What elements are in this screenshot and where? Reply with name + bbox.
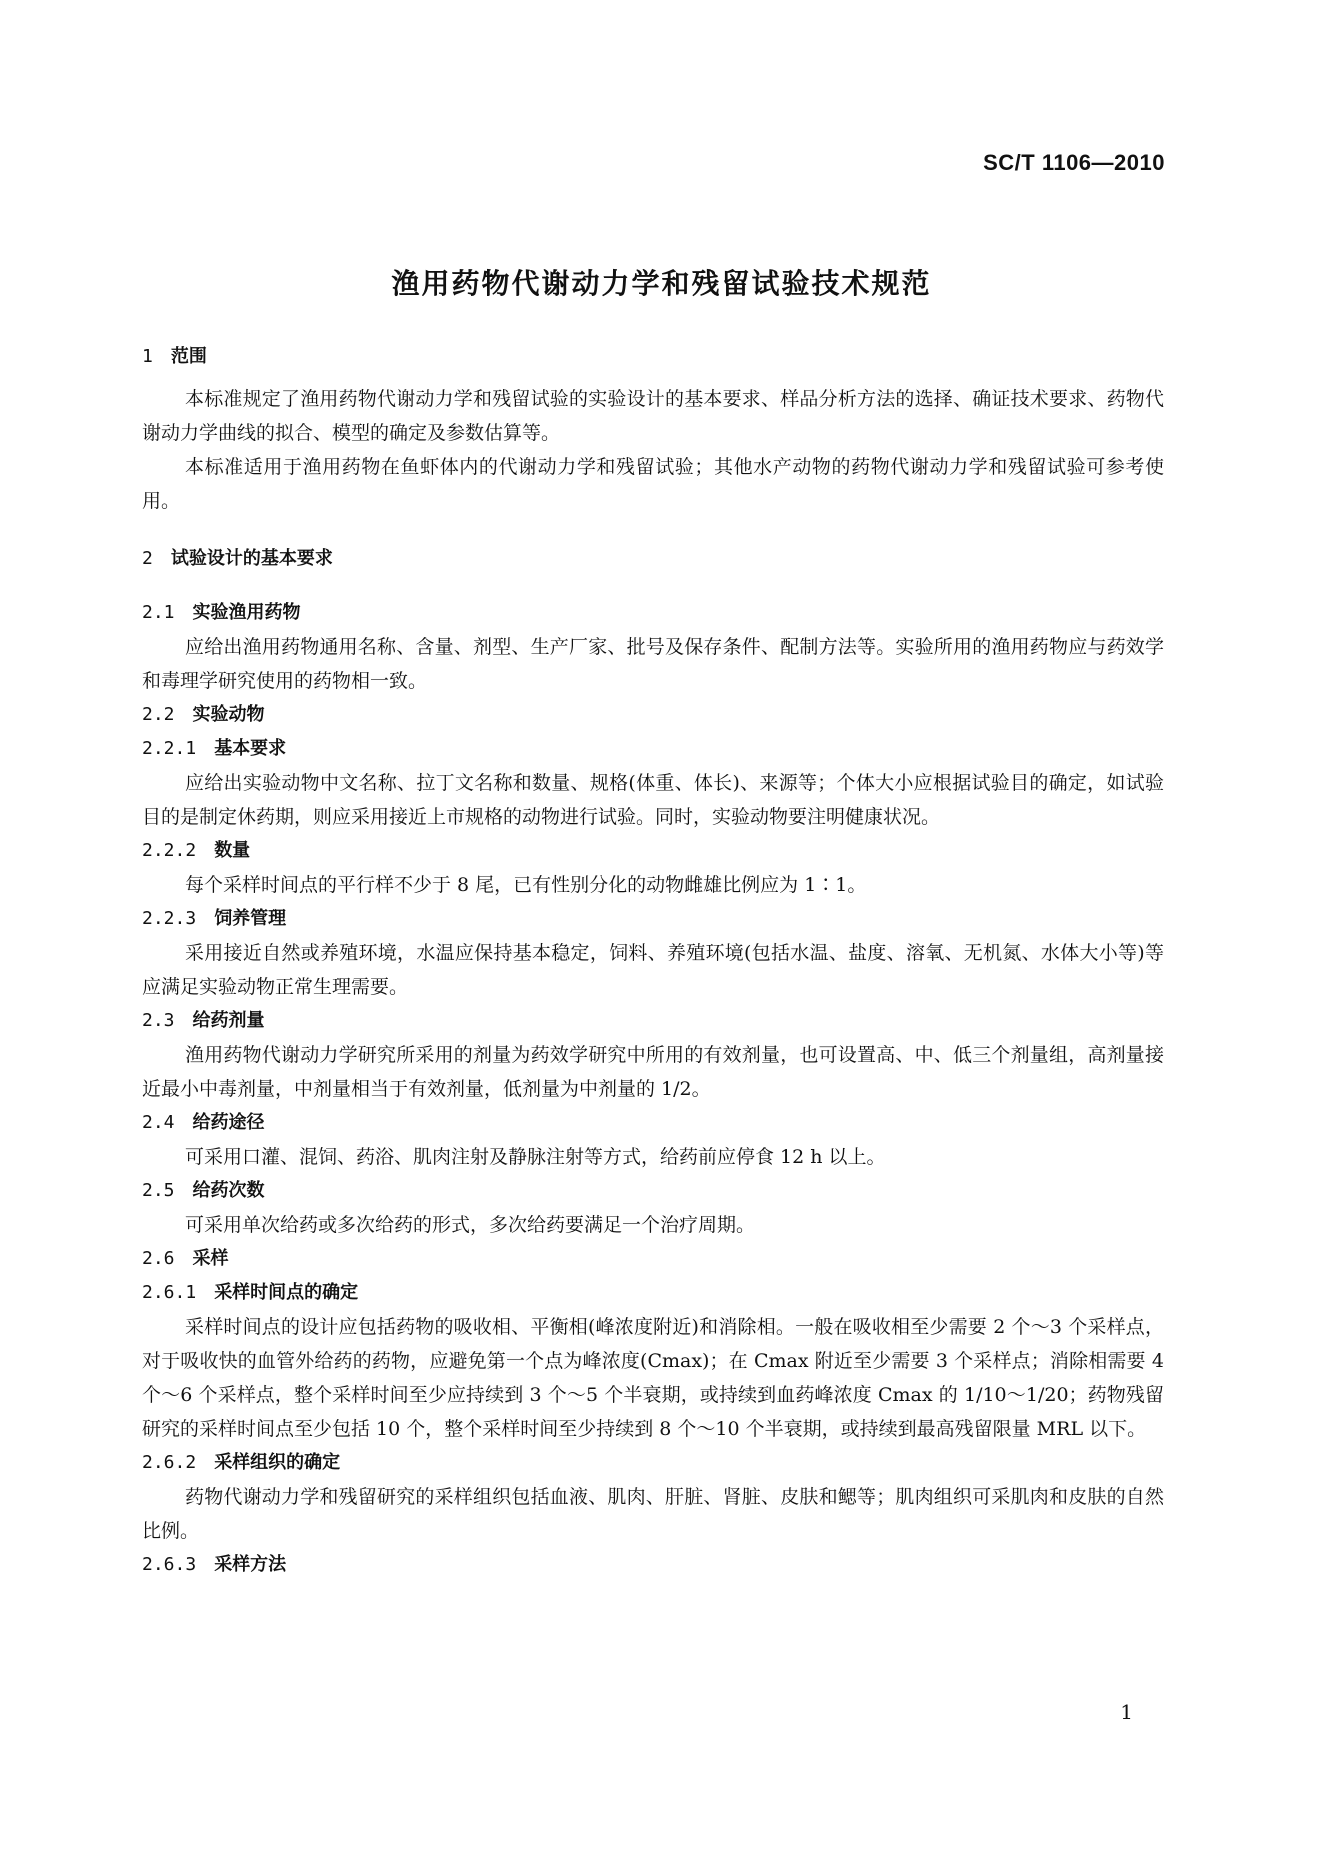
paragraph: 采样时间点的设计应包括药物的吸收相、平衡相(峰浓度附近)和消除相。一般在吸收相至少需要 2 个～3 个采样点，对于吸收快的血管外给药的药物，应避免第一个点为峰浓度(Cmax)；在 Cmax 附近至少需要 3 个采样点；消除相需要 4 个～6 个采样点，整个采样时间至少应持续到 3 个～5 个半衰期，或持续到血药峰浓度 Cmax 的 1/10～1/20；药物残留研究的采样时间点至少包括 10 个，整个采样时间至少持续到 8 个～10 个半衰期，或持续到最高残留限量 MRL 以下。 <box>142 1316 1164 1440</box>
section-number: 2.2 <box>142 704 175 725</box>
section-title: 实验渔用药物 <box>192 602 301 623</box>
section-title: 数量 <box>214 840 251 861</box>
section-title: 范围 <box>170 346 207 367</box>
section-number: 2.4 <box>142 1112 175 1133</box>
section-2-3-heading <box>142 1004 1164 1038</box>
paragraph: 应给出实验动物中文名称、拉丁文名称和数量、规格(体重、体长)、来源等；个体大小应根据试验目的确定，如试验目的是制定休药期，则应采用接近上市规格的动物进行试验。同时，实验动物要注明健康状况。 <box>142 772 1164 828</box>
section-number: 2.1 <box>142 602 175 623</box>
paragraph: 采用接近自然或养殖环境，水温应保持基本稳定，饲料、养殖环境(包括水温、盐度、溶氧、无机氮、水体大小等)等应满足实验动物正常生理需要。 <box>142 942 1164 998</box>
section-number: 2 <box>142 548 153 569</box>
section-2-6-1-heading <box>142 1276 1164 1310</box>
section-number: 2.5 <box>142 1180 175 1201</box>
section-title: 采样时间点的确定 <box>214 1282 359 1303</box>
section-title: 采样组织的确定 <box>214 1452 341 1473</box>
paragraph: 每个采样时间点的平行样不少于 8 尾，已有性别分化的动物雌雄比例应为 1∶1。 <box>185 874 867 896</box>
section-1-heading <box>142 340 1164 374</box>
section-2-2-heading <box>142 698 1164 732</box>
section-number: 2.2.1 <box>142 738 197 759</box>
document-title: 渔用药物代谢动力学和残留试验技术规范 <box>391 267 932 300</box>
section-title: 实验动物 <box>192 704 265 725</box>
section-title: 采样方法 <box>214 1554 287 1575</box>
page-number: 1 <box>1120 1700 1133 1724</box>
section-title: 试验设计的基本要求 <box>170 548 333 569</box>
paragraph: 药物代谢动力学和残留研究的采样组织包括血液、肌肉、肝脏、肾脏、皮肤和鳃等；肌肉组织可采肌肉和皮肤的自然比例。 <box>142 1486 1164 1542</box>
section-2-heading <box>142 542 1164 576</box>
section-number: 2.6.3 <box>142 1554 197 1575</box>
section-title: 基本要求 <box>214 738 287 759</box>
section-title: 采样 <box>192 1248 229 1269</box>
section-number: 2.2.2 <box>142 840 197 861</box>
paragraph: 本标准适用于渔用药物在鱼虾体内的代谢动力学和残留试验；其他水产动物的药物代谢动力学和残留试验可参考使用。 <box>142 456 1164 512</box>
section-number: 2.6.1 <box>142 1282 197 1303</box>
section-2-6-2-heading <box>142 1446 1164 1480</box>
section-2-6-3-heading <box>142 1548 1164 1582</box>
section-title: 给药途径 <box>192 1112 265 1133</box>
paragraph: 本标准规定了渔用药物代谢动力学和残留试验的实验设计的基本要求、样品分析方法的选择、确证技术要求、药物代谢动力学曲线的拟合、模型的确定及参数估算等。 <box>142 388 1164 444</box>
standard-code: SC/T 1106—2010 <box>983 150 1165 175</box>
section-number: 2.3 <box>142 1010 175 1031</box>
paragraph: 可采用口灌、混饲、药浴、肌肉注射及静脉注射等方式，给药前应停食 12 h 以上。 <box>185 1146 886 1168</box>
paragraph: 可采用单次给药或多次给药的形式，多次给药要满足一个治疗周期。 <box>185 1214 756 1236</box>
section-2-5-heading <box>142 1174 1164 1208</box>
paragraph: 应给出渔用药物通用名称、含量、剂型、生产厂家、批号及保存条件、配制方法等。实验所用的渔用药物应与药效学和毒理学研究使用的药物相一致。 <box>142 636 1164 692</box>
section-number: 2.6 <box>142 1248 175 1269</box>
section-title: 饲养管理 <box>214 908 287 929</box>
section-2-1-heading <box>142 596 1164 630</box>
section-title: 给药次数 <box>192 1180 265 1201</box>
section-number: 2.2.3 <box>142 908 197 929</box>
section-2-2-2-heading <box>142 834 1164 868</box>
document-body <box>142 330 1164 1582</box>
section-title: 给药剂量 <box>192 1010 265 1031</box>
section-2-4-heading <box>142 1106 1164 1140</box>
section-2-2-1-heading <box>142 732 1164 766</box>
section-2-6-heading <box>142 1242 1164 1276</box>
paragraph: 渔用药物代谢动力学研究所采用的剂量为药效学研究中所用的有效剂量，也可设置高、中、低三个剂量组，高剂量接近最小中毒剂量，中剂量相当于有效剂量，低剂量为中剂量的 1/2。 <box>142 1044 1164 1100</box>
section-2-2-3-heading <box>142 902 1164 936</box>
section-number: 1 <box>142 346 153 367</box>
section-number: 2.6.2 <box>142 1452 197 1473</box>
